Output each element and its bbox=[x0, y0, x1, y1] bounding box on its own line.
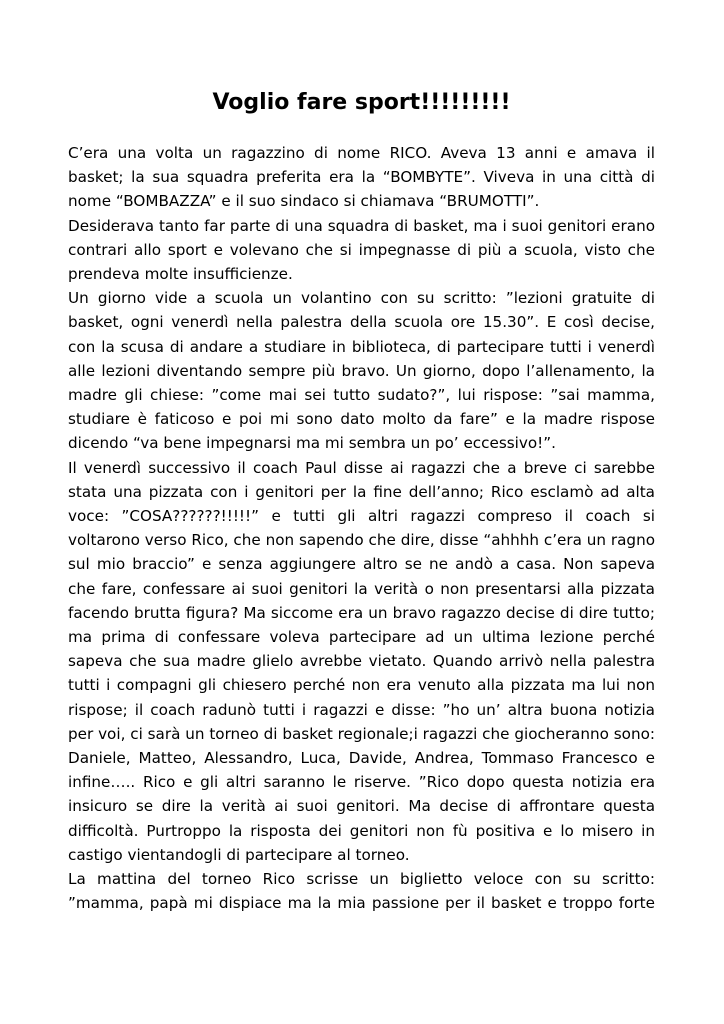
paragraph: Il venerdì successivo il coach Paul disse ai ragazzi che a breve ci sarebbe stata una pizzata con i genitori per la fine dell’anno; Rico esclamò ad alta voce: ”COSA??????!!!!!” e tutti gli altri ragazzi compreso il coach si voltarono verso Rico, che non sapendo che dire, disse “ahhhh c’era un ragno sul mio braccio” e senza aggiungere altro se ne andò a casa. Non sapeva che fare, confessare ai suoi genitori la verità o non presentarsi alla pizzata facendo brutta figura? Ma siccome era un bravo ragazzo decise di dire tutto; ma prima di confessare voleva partecipare ad un ultima lezione perché sapeva che sua madre glielo avrebbe vietato. Quando arrivò nella palestra tutti i compagni gli chiesero perché non era venuto alla pizzata ma lui non rispose; il coach radunò tutti i ragazzi e disse: ”ho un’ altra buona notizia per voi, ci sarà un torneo di basket regionale;i ragazzi che giocheranno sono: Daniele, Matteo, Alessandro, Luca, Davide, Andrea, Tommaso Francesco e infine….. Rico e gli altri saranno le riserve. ”Rico dopo questa notizia era insicuro se dire la verità ai suoi genitori. Ma decise di affrontare questa difficoltà. Purtroppo la risposta dei genitori non fù positiva e lo misero in castigo vientandogli di partecipare al torneo. bbox=[68, 458, 655, 864]
paragraph: Desiderava tanto far parte di una squadra di basket, ma i suoi genitori erano contrari allo sport e volevano che si impegnasse di più a scuola, visto che prendeva molte insufficienze. bbox=[68, 216, 655, 284]
paragraph: C’era una volta un ragazzino di nome RICO. Aveva 13 anni e amava il basket; la sua squadra preferita era la “BOMBYTE”. Viveva in una città di nome “BOMBAZZA” e il suo sindaco si chiamava “BRUMOTTI”. bbox=[68, 144, 655, 211]
document-title: Voglio fare sport!!!!!!!!! bbox=[212, 90, 511, 115]
paragraph: Un giorno vide a scuola un volantino con su scritto: ”lezioni gratuite di basket, ogni venerdì nella palestra della scuola ore 15.30”. E così decise, con la scusa di andare a studiare in biblioteca, di partecipare tutti i venerdì alle lezioni diventando sempre più bravo. Un giorno, dopo l’allenamento, la madre gli chiese: ”come mai sei tutto sudato?”, lui rispose: ”sai mamma, studiare è faticoso e poi mi sono dato molto da fare” e la madre rispose dicendo “va bene impegnarsi ma mi sembra un po’ eccessivo!”. bbox=[68, 289, 655, 453]
paragraph: La mattina del torneo Rico scrisse un biglietto veloce con su scritto: ”mamma, papà mi dispiace ma la mia passione per il basket e troppo forte bbox=[68, 870, 655, 913]
document-body bbox=[68, 141, 655, 916]
document-page bbox=[68, 0, 655, 1024]
